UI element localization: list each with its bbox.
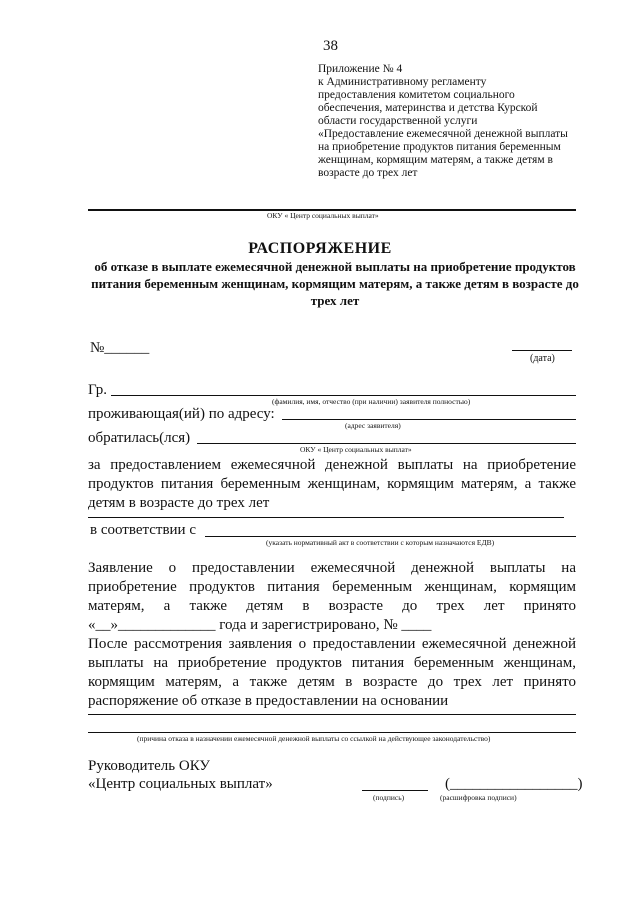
date-caption: (дата) [530, 353, 555, 364]
reason-line-1 [88, 714, 576, 715]
statement-line: распоряжение об отказе в предоставлении на основании [88, 693, 449, 709]
address-label: проживающая(ий) по адресу: [88, 406, 275, 422]
date-line [512, 350, 572, 351]
accordance-line [205, 536, 576, 537]
page-number: 38 [323, 38, 338, 54]
appendix-header [318, 63, 608, 180]
head-title-line1: Руководитель ОКУ [88, 758, 211, 774]
appendix-line: области государственной услуги [318, 115, 478, 127]
appendix-line: к Административному регламенту [318, 76, 487, 88]
statement-line: кормящим матерям, а также детям в возрасте до трех лет принято [88, 674, 576, 690]
applied-label: обратилась(лся) [88, 430, 191, 446]
applied-line [197, 443, 576, 444]
accordance-caption: (указать нормативный акт в соответствии с которым назначаются ЕДВ) [266, 538, 495, 547]
statement-line: После рассмотрения заявления о предоставлении ежемесячной денежной [88, 636, 576, 652]
address-caption: (адрес заявителя) [345, 421, 401, 430]
purpose-line: детям в возрасте до трех лет [88, 495, 270, 511]
order-number: №______ [90, 340, 150, 356]
blank-line [88, 517, 564, 518]
appendix-line: возрасте до трех лет [318, 167, 418, 179]
applied-caption: ОКУ « Центр социальных выплат» [300, 445, 412, 454]
accordance-label: в соответствии с [90, 522, 196, 538]
signature-line [362, 790, 428, 791]
appendix-line: предоставления комитетом социального [318, 89, 515, 101]
citizen-line [111, 395, 576, 396]
reason-line-2 [88, 732, 576, 733]
address-line [282, 419, 576, 420]
head-title-line2: «Центр социальных выплат» [88, 776, 273, 792]
citizen-label: Гр. [88, 382, 107, 398]
appendix-line: «Предоставление ежемесячной денежной выплаты [318, 128, 568, 140]
appendix-line: Приложение № 4 [318, 63, 403, 75]
reason-caption: (причина отказа в назначении ежемесячной денежной выплаты со ссылкой на действующее законодательство) [137, 734, 491, 743]
appendix-line: обеспечения, материнства и детства Курской [318, 102, 538, 114]
statement-line: «__»_____________ года и зарегистрировано, № ____ [88, 617, 432, 633]
citizen-caption: (фамилия, имя, отчество (при наличии) заявителя полностью) [272, 397, 471, 406]
document-title: РАСПОРЯЖЕНИЕ [248, 240, 392, 257]
statement-line: Заявление о предоставлении ежемесячной денежной выплаты на [88, 560, 576, 576]
statement-line: приобретение продуктов питания беременным женщинам, кормящим [88, 579, 576, 595]
statement-line: выплаты на приобретение продуктов питания беременным женщинам, [88, 655, 576, 671]
statement-paragraph [88, 559, 576, 711]
appendix-line: женщинам, кормящим матерям, а также детям в [318, 154, 553, 166]
appendix-line: на приобретение продуктов питания беременным [318, 141, 561, 153]
decoding-field: (_________________) [445, 776, 583, 792]
org-caption: ОКУ « Центр социальных выплат» [267, 211, 379, 220]
purpose-line: продуктов питания беременным женщинам, кормящим матерям, а также [88, 476, 576, 492]
decoding-caption: (расшифровка подписи) [440, 793, 517, 802]
purpose-line: за предоставлением ежемесячной денежной выплаты на приобретение [88, 457, 576, 473]
statement-line: матерям, а также детям в возрасте до трех лет принято [88, 598, 576, 614]
purpose-paragraph [88, 456, 576, 513]
signature-caption: (подпись) [373, 793, 405, 802]
document-subtitle: об отказе в выплате ежемесячной денежной выплаты на приобретение продуктов питания беременным женщинам, кормящим матерям, а также детям в возрасте до трех лет [91, 259, 579, 308]
